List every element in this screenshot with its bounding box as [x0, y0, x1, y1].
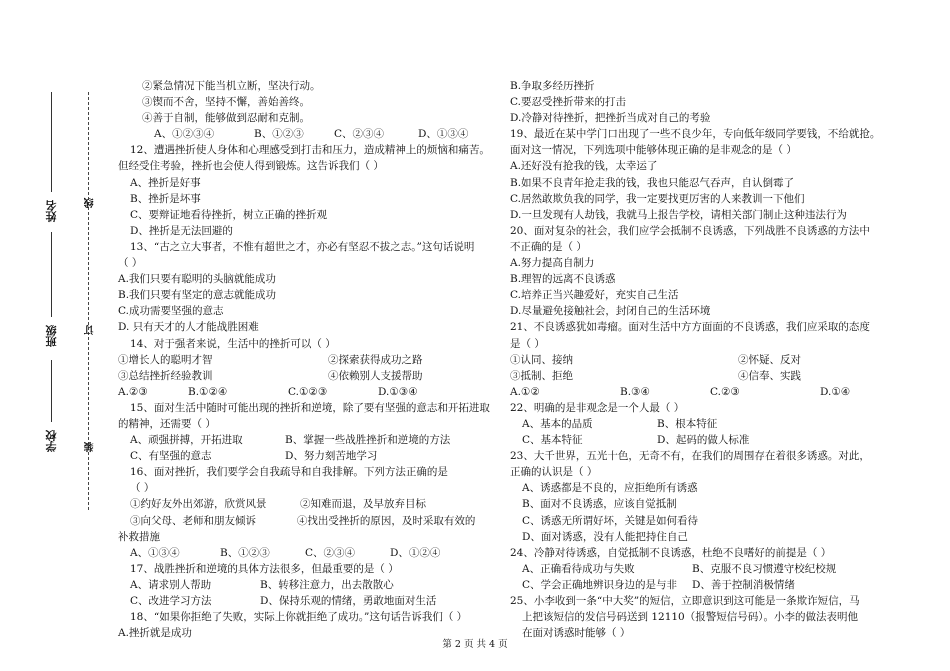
right-column	[510, 78, 905, 641]
text-line: ②紧急情况下能当机立断，坚决行动。	[142, 80, 321, 92]
option-text: B、根本特征	[657, 417, 718, 430]
option-text: A、顽强拼搏，开拓进取	[130, 434, 243, 447]
option-row	[118, 432, 503, 448]
text-line: D. 只有天才的人才能战胜困难	[118, 321, 259, 334]
option-text: C、有坚强的意志	[130, 450, 212, 463]
option-text: D.①③④	[378, 385, 418, 398]
option-row	[510, 561, 905, 577]
option-text: ①认同、接纳	[510, 353, 573, 366]
text-line: B、面对不良诱惑，应该自觉抵制	[522, 498, 677, 511]
text-line: 18、“如果你拒绝了失败，实际上你就拒绝了成功。”这句话告诉我们（ ）	[130, 611, 468, 624]
text-line: C.成功需要坚强的意志	[118, 305, 224, 318]
text-line: B、挫折是坏事	[130, 192, 201, 205]
text-line: 的精神，还需要（ ）	[118, 417, 216, 430]
option-text: ②知难而退，及早放弃目标	[300, 498, 426, 511]
option-row	[118, 126, 503, 142]
text-line: 22、明确的是非观念是一个人最（ ）	[510, 401, 685, 414]
option-text: C、基本特征	[522, 434, 583, 447]
option-text: ②探索获得成功之路	[328, 353, 423, 366]
text-line: 上把该短信的发信号码送到 12110（报警短信号码）。小李的做法表明他	[522, 611, 858, 624]
option-row	[118, 352, 503, 368]
text-line: 20、面对复杂的社会，我们应学会抵制不良诱惑，下列战胜不良诱惑的方法中	[510, 224, 870, 237]
option-row	[118, 545, 503, 561]
option-row	[118, 577, 503, 593]
text-line: A.还好没有抢我的钱，太幸运了	[510, 160, 658, 173]
option-row	[118, 593, 503, 609]
option-text: B.③④	[620, 385, 650, 398]
text-line: A、挫折是好事	[130, 176, 201, 189]
text-line: B.我们只要有坚定的意志就能成功	[118, 289, 277, 302]
option-text: C、②③④	[334, 128, 385, 141]
text-line: 不正确的是（ ）	[510, 240, 587, 253]
option-text: D.①④	[820, 385, 851, 398]
text-line: B.如果不良青年抢走我的钱，我也只能忍气吞声，自认倒霉了	[510, 176, 795, 189]
option-text: ③向父母、老师和朋友倾诉	[130, 514, 256, 527]
text-line: 12、遭遇挫折使人身体和心理感受到打击和压力，造成精神上的烦恼和痛苦。	[130, 144, 490, 157]
option-text: A、基本的品质	[522, 417, 593, 430]
option-text: D、保持乐观的情绪，勇敢地面对生活	[260, 595, 437, 607]
text-line: A.挫折就是成功	[118, 627, 192, 640]
option-text: ③总结挫折经验教训	[118, 369, 213, 382]
option-text: C、学会正确地辨识身边的是与非	[522, 578, 678, 591]
text-line: D.一旦发现有人劫钱，我就马上报告学校，请相关部门制止这种违法行为	[510, 208, 847, 221]
text-line: 面对这一情况，下列选项中能够体现正确的是非观念的是（ ）	[510, 144, 797, 157]
text-line: C、诱惑无所谓好坏，关键是如何看待	[522, 514, 699, 527]
option-text: A、请求别人帮助	[130, 578, 212, 591]
option-text: B、克服不良习惯遵守校纪校规	[692, 562, 837, 575]
school-label: 学校	[45, 430, 58, 452]
option-text: ④依赖别人支援帮助	[328, 369, 423, 382]
binding-margin	[0, 0, 100, 671]
option-text: C.①②③	[288, 385, 328, 398]
option-text: A.②③	[118, 385, 148, 398]
option-text: ③抵制、拒绝	[510, 369, 573, 382]
option-text: ②怀疑、反对	[738, 353, 801, 366]
option-text: ①约好友外出郊游，欣赏风景	[130, 498, 267, 511]
option-text: A.①②	[510, 385, 540, 398]
text-line: C.要忍受挫折带来的打击	[510, 96, 626, 109]
option-text: B、①②③	[220, 546, 270, 559]
text-line: 21、不良诱惑犹如毒瘤。面对生活中方方面面的不良诱惑，我们应采取的态度	[510, 321, 870, 334]
option-text: D、①②④	[390, 546, 441, 559]
text-line: 17、战胜挫折和逆境的具体方法很多，但最重要的是（ ）	[130, 562, 399, 575]
option-text: B、转移注意力，出去散散心	[260, 578, 394, 591]
text-line: 23、大千世界，五光十色，无奇不有，在我们的周围存在着很多诱惑。对此，	[510, 450, 870, 463]
option-row	[510, 577, 905, 593]
text-line: D、挫折是无法回避的	[130, 224, 233, 237]
option-text: A、正确看待成功与失败	[522, 562, 635, 575]
text-line: ③锲而不舍，坚持不懈，善始善终。	[142, 96, 310, 109]
option-row	[510, 416, 905, 432]
text-line: C.居然敢欺负我的同学，我一定要找更厉害的人来教训一下他们	[510, 192, 805, 205]
text-line: 但经受住考验，挫折也会使人得到锻炼。这告诉我们（ ）	[118, 160, 384, 173]
option-text: B、①②③	[254, 128, 304, 141]
option-row	[118, 513, 503, 529]
name-underline	[51, 92, 52, 192]
option-text: ④信奉、实践	[738, 369, 801, 382]
text-line: 14、对于强者来说，生活中的挫折可以（ ）	[130, 337, 336, 350]
name-label: 姓名	[45, 200, 58, 222]
class-label: 班级	[45, 325, 58, 347]
text-line: 16、面对挫折，我们要学会自我疏导和自我排解。下列方法正确的是	[130, 466, 448, 479]
option-text: D、努力刻苦地学习	[285, 450, 378, 463]
text-line: 24、冷静对待诱惑，自觉抵制不良诱惑，杜绝不良嗜好的前提是（ ）	[510, 546, 832, 559]
text-line: 补救措施	[118, 530, 160, 543]
text-line: D.尽量避免接触社会，封闭自己的生活环境	[510, 305, 711, 318]
text-line: B.争取多经历挫折	[510, 80, 595, 92]
seal-fix-mark: 装	[85, 442, 96, 452]
option-text: D、善于控制消极情绪	[692, 578, 795, 591]
text-line: 是（ ）	[510, 337, 545, 350]
text-line: D.冷静对待挫折，把挫折当成对自己的考验	[510, 112, 711, 125]
text-line: C.培养正当兴趣爱好，充实自己生活	[510, 289, 679, 302]
text-line: A.努力提高自制力	[510, 257, 595, 270]
option-text: C、②③④	[305, 546, 356, 559]
option-row	[510, 384, 905, 400]
option-text: B.①②④	[188, 385, 228, 398]
left-column	[118, 78, 503, 641]
option-text: ④找出受挫折的原因，及时采取有效的	[296, 514, 476, 527]
text-line: B.理智的远离不良诱惑	[510, 273, 616, 286]
text-line: ④善于自制，能够做到忍耐和克制。	[142, 112, 310, 125]
option-row	[118, 496, 503, 512]
text-line: A、诱惑都是不良的，应拒绝所有诱惑	[522, 482, 698, 495]
text-line: （ ）	[130, 482, 155, 495]
text-line: 在面对诱惑时能够（ ）	[522, 627, 631, 640]
seal-line-mark: 线	[85, 198, 96, 208]
option-text: ①增长人的聪明才智	[118, 353, 213, 366]
option-row	[510, 368, 905, 384]
text-line: 25、小李收到一条“中大奖”的短信，立即意识到这可能是一条欺诈短信，马	[510, 595, 860, 607]
option-row	[510, 352, 905, 368]
option-text: A、①②③④	[154, 128, 215, 141]
school-underline	[51, 360, 52, 422]
text-line: （ ）	[118, 257, 143, 270]
option-row	[118, 368, 503, 384]
seal-bind-mark: 订	[85, 325, 96, 335]
option-text: A、①③④	[130, 546, 180, 559]
page-footer: 第 2 页 共 4 页	[442, 639, 508, 650]
option-row	[118, 448, 503, 464]
option-text: D、①③④	[418, 128, 469, 141]
text-line: A.我们只要有聪明的头脑就能成功	[118, 273, 276, 286]
option-text: D、起码的做人标准	[657, 434, 750, 447]
option-row	[510, 432, 905, 448]
text-line: 15、面对生活中随时可能出现的挫折和逆境，除了要有坚强的意志和开拓进取	[130, 401, 490, 414]
text-line: 正确的认识是（ ）	[510, 466, 598, 479]
option-text: C.②③	[710, 385, 740, 398]
option-text: B、掌握一些战胜挫折和逆境的方法	[285, 434, 451, 447]
option-text: C、改进学习方法	[130, 595, 212, 607]
option-row	[118, 384, 503, 400]
text-line: C、要辩证地看待挫折，树立正确的挫折观	[130, 208, 328, 221]
text-line: 13、“古之立大事者，不惟有超世之才，亦必有坚忍不拔之志。”这句话说明	[130, 240, 475, 253]
text-line: 19、最近在某中学门口出现了一些不良少年，专向低年级同学要钱，不给就抢。	[510, 128, 881, 141]
text-line: D、面对诱惑，没有人能把持住自己	[522, 530, 688, 543]
class-underline	[51, 232, 52, 317]
